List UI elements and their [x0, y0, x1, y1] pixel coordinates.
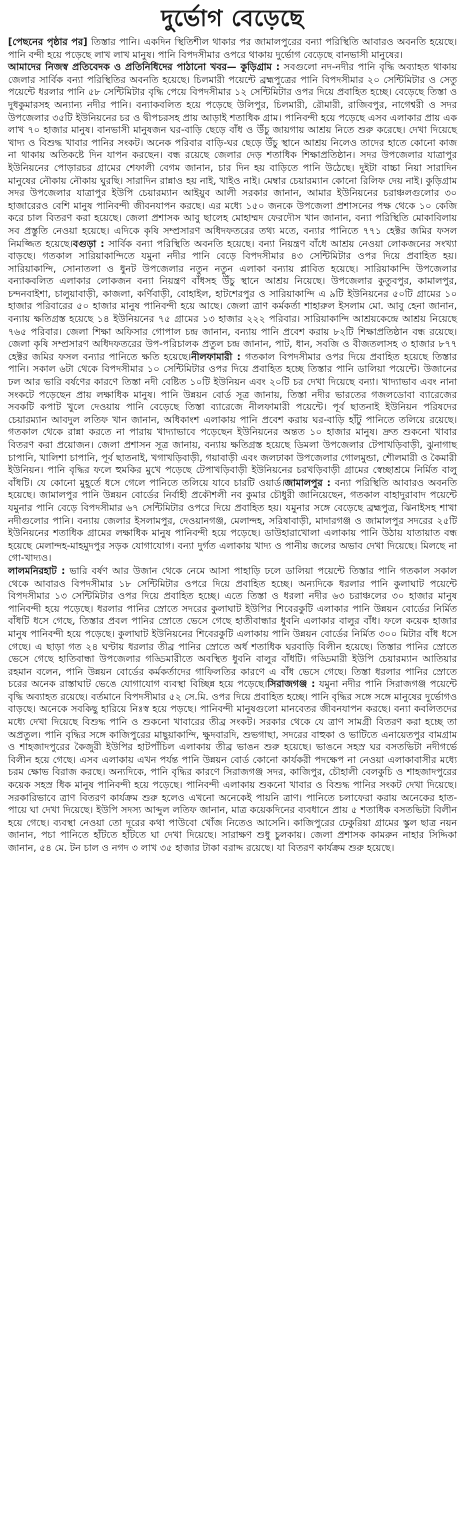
- article-body: [8, 37, 457, 856]
- dateline-bogura: বগুড়া :: [72, 238, 105, 250]
- dateline-kurigram: আমাদের নিজস্ব প্রতিবেদক ও প্রতিনিধিদের পাঠানো খবর— কুড়িগ্রাম :: [8, 62, 280, 74]
- news-article: [8, 0, 457, 856]
- intro-paragraph: [8, 37, 457, 62]
- section-text: যমুনা নদীর পানি সিরাজগঞ্জ পয়েন্টে বৃদ্ধি অব্যাহত রয়েছে। বর্তমানে বিপদসীমার ৫২ সে.মি. ওপর দিয়ে প্রবাহিত হচ্ছে। পানি বৃদ্ধির সঙ্গে সঙ্গে মানুষের দুর্ভোগও বাড়ছে। অনেকে সবকিছু হারিয়ে নিঃস্ব হয়ে পড়ছে। পানিবন্দী মানুষগুলো মানবেতর জীবনযাপন করছে। বন্যা কবলিতদের মধ্যে দেখা দিয়েছে বিশুদ্ধ পানি ও শুকনো খাবারের তীব্র সংকট। সরকার থেকে যে ত্রাণ সামগ্রী বিতরণ করা হচ্ছে তা অপ্রতুল। পানি বৃদ্ধির সঙ্গে কাজিপুরের মাছুয়াকান্দি, ক্ষুদবারদি, শুভগাছা, সদরের বাহুকা ও ভাটিতে এনায়েতপুর বামগ্রাম ও শাহজাদপুরের কৈজুরী ইউপির হাটপাঁচিল এলাকায় তীব্র ভাঙন শুরু হয়েছে। ভাঙনে সহস্র ঘর বসতভিটা নদীগর্ভে বিলীন হয়ে গেছে। এসব এলাকায় এখন পর্যন্ত পানি উন্নয়ন বোর্ড কোনো কার্যকরী পদক্ষেপ না নেওয়া এলাকাবাসীর মধ্যে চরম ক্ষোভ বিরাজ করছে। অন্যদিকে, পানি বৃদ্ধির কারণে সিরাজগঞ্জ সদর, কাজিপুর, চৌহালী বেলকুচি ও শাহজাদপুরের কয়েক সহস্র ধিক মানুষ পানিবন্দী হয়ে পড়েছে। পানিবন্দী এলাকায় শুকনো খাবার ও বিশুদ্ধ পানির সংকট দেখা দিয়েছে। সরকারিভাবে ত্রাণ বিতরণ কার্যক্রম শুরু হলেও এখনো অনেকেই পায়নি ত্রাণ। পানিতে চলাফেরা করায় অনেকের হাত-পায়ে ঘা দেখা দিয়েছে। ইউপি সদস্য আব্দুল লতিফ জানান, মাত্র কয়েকদিনের ব্যবধানে প্রায় ৫ শতাধিক বসতভিটা বিলীন হয়ে গেছে। ব্যবস্থা নেওয়া তো দূরের কথা পাউবো খোঁজ নিতেও আসেনি। কাজিপুরের ঢেকুরিয়া গ্রামের স্কুল ছাত্র নয়ন জানান, পচা পানিতে হাঁটতে হাঁটতে ঘা দেখা দিয়েছে। সারাক্ষণ শুধু চুলকায়। জেলা প্রশাসক কামরুন নাহার সিদ্দিকা জানান, ৫৪ মে. টন চাল ও নগদ ৩ লাখ ৩৫ হাজার টাকা বরাদ্দ রয়েছে। যা বিতরণ কার্যক্রম শুরু হয়েছে।: [8, 679, 457, 854]
- section-text: ভারি বর্ষণ আর উজান থেকে নেমে আসা পাহাড়ি ঢলে ডালিয়া পয়েন্টে তিস্তার পানি গতকাল সকাল থেকে আবারও বিপদসীমার ১৮ সেন্টিমিটার ওপরে দিয়ে প্রবাহিত হচ্ছে। অন্যদিকে ধরলার পানি কুলাঘাট পয়েন্টে বিপদসীমার ১৩ সেন্টিমিটার ওপর দিয়ে প্রবাহিত হচ্ছে। এতে তিস্তা ও ধরলা নদীর ৬৩ চরাঞ্চলের ৩০ হাজার মানুষ পানিবন্দী হয়ে পড়েছে। ধরলার পানির স্রোতে সদরের কুলাঘাট ইউপির শিবেরকুটি এলাকার পানি উন্নয়ন বোর্ডের নির্মিত বাঁধটি ধসে গেছে, তিস্তার প্রবল পানির স্রোতে ভেসে গেছে হাতীবান্ধার ধুবনি এলাকার বালুর বাঁধ। ফলে কয়েক হাজার মানুষ পানিবন্দী হয়ে পড়েছে। কুলাঘাট ইউনিয়নের শিবেরকুটি এলাকায় পানি উন্নয়ন বোর্ডের নির্মিত ৩০০ মিটার বাঁধ ধসে গেছে। এ ছাড়া গত ২৪ ঘণ্টায় ধরলার তীব্র পানির স্রোতে অর্ধ শতাধিক ঘরবাড়ি বিলীন হয়েছে। তিস্তার পানির স্রোতে ভেসে গেছে হাতিবান্ধা উপজেলার গড্ডিমারীতে অবস্থিত ধুবনি বালুর বাঁধটি। গড্ডিমারী ইউপি চেয়ারম্যান আতিয়ার রহমান বলেন, পানি উন্নয়ন বোর্ডের কর্মকর্তাদের গাফিলতির কারণে এ বাঁধ ভেসে গেছে। তিস্তা ধরলার পানির স্রোতে চরের অনেক রাস্তাঘাট ভেঙে যোগাযোগ ব্যবস্থা বিচ্ছিন্ন হয়ে পড়েছে।: [8, 565, 457, 691]
- dateline-sirajganj: সিরাজগঞ্জ :: [267, 679, 316, 691]
- dateline-jamalpur: জামালপুর :: [284, 477, 331, 489]
- dateline-nilphamari: নীলফামারী :: [191, 351, 241, 363]
- dateline-lalmonirhat: লালমনিরহাট :: [8, 565, 66, 577]
- intro-text: তিস্তার পানি। একদিন স্থিতিশীল থাকার পর জামালপুরের বন্যা পরিস্থিতি আবারও অবনতি হয়েছে। পানি বন্দী হয়ে পড়েছে লাখ লাখ মানুষ। পানি বিপদসীমার ওপরে থাকায় দুর্ভোগ বেড়েছে বানভাসী মানুষের।: [8, 37, 457, 61]
- article-headline: দুর্ভোগ বেড়েছে: [161, 5, 304, 32]
- section-text: সবগুলো নদ-নদীর পানি বৃদ্ধি অব্যাহত থাকায় জেলার সার্বিক বন্যা পরিস্থিতির অবনতি হয়েছে। চিলমারী পয়েন্টে ব্রহ্মপুত্রের পানি বিপদসীমার ২০ সেন্টিমিটার ও সেতু পয়েন্টে ধরলার পানি ৫৮ সেন্টিমিটার বৃদ্ধি পেয়ে বিপদসীমার ১২ সেন্টিমিটার ওপর দিয়ে প্রবাহিত হচ্ছে। বেড়েছে তিস্তা ও দুধকুমারসহ অন্যান্য নদীর পানি। বন্যাকবলিত হয়ে পড়েছে উলিপুর, চিলমারী, রৌমারী, রাজিবপুর, নাগেশ্বরী ও সদর উপজেলার ৩৫টি ইউনিয়নের চর ও দ্বীপচরসহ প্রায় আড়াই শতাধিক গ্রাম। পানিবন্দী হয়ে পড়েছে এসব এলাকার প্রায় এক লাখ ৭০ হাজার মানুষ। বানভাসী মানুষজন ঘর-বাড়ি ছেড়ে বাঁধ ও উঁচু জায়গায় আশ্রয় নিতে শুরু করেছে। দেখা দিয়েছে খাদ্য ও বিশুদ্ধ খাবার পানির সংকট। অনেক পরিবার বাড়ি-ঘর ছেড়ে উঁচু স্থানে আশ্রয় নিলেও তাদের হাতে কোনো কাজ না থাকায় অতিকষ্টে দিন যাপন করছেন। বন্ধ রয়েছে জেলার দেড় শতাধিক শিক্ষাপ্রতিষ্ঠান। সদর উপজেলার যাত্রাপুর ইউনিয়নের পোড়ারচর গ্রামের শেফালী বেগম জানান, চার দিন হয় বাড়িতে পানি উঠেছে। দুইটা বাচ্চা নিয়া সারাদিন মানুষের নৌকায় নৌকায় ঘুরছি। সারাদিন রান্নাও হয় নাই, খাইও নাই। মেম্বার চেয়ারম্যান কোনো রিলিফ দেয় নাই। কুড়িগ্রাম সদর উপজেলার যাত্রাপুর ইউপি চেয়ারম্যান আইয়ুব আলী সরকার জানান, আমার ইউনিয়নের চরাঞ্চলগুলোর ৩০ হাজারেরও বেশি মানুষ পানিবন্দী জীবনযাপন করছে। এর মধ্যে ১৫০ জনকে উপজেলা প্রশাসনের পক্ষ থেকে ১০ কেজি করে চাল বিতরণ করা হয়েছে। জেলা প্রশাসক আবু ছালেহ মোহাম্মদ ফেরদৌস খান জানান, বন্যা পরিস্থিতি মোকাবিলায় সব প্রস্তুতি নেওয়া হয়েছে। এদিকে কৃষি সম্প্রসারণ অধিদফতরের তথ্য মতে, বন্যার পানিতে ৭৭১ হেক্টর জমির ফসল নিমজ্জিত হয়েছে।: [8, 62, 457, 250]
- section-lalmonirhat: [8, 566, 457, 856]
- section-text: সার্বিক বন্যা পরিস্থিতি অবনতি হয়েছে। বন্যা নিয়ন্ত্রণ বাঁধে আশ্রয় নেওয়া লোকজনের সংখ্যা বাড়ছে। গতকাল সারিয়াকান্দিতে যমুনা নদীর পানি বেড়ে বিপদসীমার ৪৩ সেন্টিমিটার ওপর দিয়ে প্রবাহিত হয়। সারিয়াকান্দি, সোনাতলা ও ধুনট উপজেলার নতুন নতুন এলাকা বন্যায় প্লাবিত হয়েছে। সারিয়াকান্দি উপজেলার বন্যাকবলিত এলাকার লোকজন বন্যা নিয়ন্ত্রণ বাঁধসহ উঁচু স্থানে আশ্রয় নিয়েছে। উপজেলার কুতুবপুর, কামালপুর, চন্দনবাইশা, চালুয়াবাড়ী, কাজলা, কর্ণিবাড়ী, বোহাইল, হাটশেরপুর ও সারিয়াকান্দি এ ৯টি ইউনিয়নের ৫০টি গ্রামের ১০ হাজার পরিবারের ৫০ হাজার মানুষ পানিবন্দী হয়ে আছে। জেলা ত্রাণ কর্মকর্তা শাহারুল ইসলাম মো. আবু হেনা জানান, বন্যায় ক্ষতিগ্রস্ত হয়েছে ১৪ ইউনিয়নের ৭৫ গ্রামের ১৩ হাজার ২২২ পরিবার। সারিয়াকান্দি আশ্রয়কেন্দ্রে আশ্রয় নিয়েছে ৭৬৫ পরিবার। জেলা শিক্ষা অফিসার গোপাল চন্দ্র জানান, বন্যায় পানি প্রবেশ করায় ৮২টি শিক্ষাপ্রতিষ্ঠান বন্ধ রয়েছে। জেলা কৃষি সম্প্রসারণ অধিদফতরের উপ-পরিচালক প্রতুল চন্দ্র জানান, পাট, ধান, সবজি ও বীজতলাসহ ৩ হাজার ৮৭৭ হেক্টর জমির ফসল বন্যার পানিতে ক্ষতি হয়েছে।: [8, 238, 457, 363]
- section-text: গতকাল বিপদসীমার ওপর দিয়ে প্রবাহিত হয়েছে তিস্তার পানি। সকাল ৬টা থেকে বিপদসীমার ১০ সেন্টিমিটার ওপর দিয়ে প্রবাহিত হচ্ছে তিস্তার পানি ডালিয়া পয়েন্টে। উজানের ঢল আর ভারি বর্ষণের কারণে তিস্তা নদী বেষ্টিত ১০টি ইউনিয়ন এবং ২০টি চর দেখা দিয়েছে বন্যা। খাদ্যাভাব এবং নানা সংকটে পড়েছেন প্রায় লক্ষাধিক মানুষ। পানি উন্নয়ন বোর্ড সূত্র জানায়, তিস্তা নদীর ভারতের গজলডোবা ব্যারেজের সবকটি কপাট খুলে দেওয়ায় পানি বেড়েছে তিস্তা ব্যারেজে নীলফামারী পয়েন্টে। পূর্ব ছাতনাই ইউনিয়ন পরিষদের চেয়ারম্যান আবদুল লতিফ খান জানান, অধিকাংশ এলাকায় পানি প্রবেশ করায় ঘর-বাড়ি হাঁটু পানিতে তলিয়ে রয়েছে। গতকাল থেকে রান্না করতে না পারায় খাদ্যাভাবে পড়েছেন ইউনিয়নের অন্তত ১০ হাজার মানুষ। দ্রুত শুকনো খাবার বিতরণ করা প্রয়োজন। জেলা প্রশাসন সূত্র জানায়, বন্যায় ক্ষতিগ্রস্ত হয়েছে ডিমলা উপজেলার টেপাখড়িবাড়ী, ঝুনাগাছ চাপানি, খালিশা চাপানি, পূর্ব ছাতনাই, খগাখড়িবাড়ী, গয়াবাড়ী এবং জলঢাকা উপজেলার গোলমুন্ডা, শৌলমারী ও কৈমারী ইউনিয়ন। পানি বৃদ্ধির ফলে হুমকির মুখে পড়েছে টেপাখড়িবাড়ী ইউনিয়নের চরখড়িবাড়ী গ্রামের স্বেচ্ছাশ্রমে নির্মিত বালু বাঁধটি। যে কোনো মুহূর্তে ধসে গেলে পানিতে তলিয়ে যাবে চারটি ওয়ার্ড।: [8, 351, 457, 489]
- continuation-marker: [পেছনের পৃষ্ঠার পর]: [8, 37, 88, 48]
- section-text: বন্যা পরিস্থিতি আবারও অবনতি হয়েছে। জামালপুর পানি উন্নয়ন বোর্ডের নির্বাহী প্রকৌশলী নব কুমার চৌধুরী জানিয়েছেন, গতকাল বাহাদুরাবাদ পয়েন্টে যমুনার পানি বেড়ে বিপদসীমার ৬৭ সেন্টিমিটার ওপরে দিয়ে প্রবাহিত হয়। যমুনার সঙ্গে বেড়েছে ব্রহ্মপুত্র, ঝিনাইসহ শাখা নদীগুলোর পানি। বন্যায় জেলার ইসলামপুর, দেওয়ানগঞ্জ, মেলান্দহ, সরিষাবাড়ী, মাদারগঞ্জ ও জামালপুর সদরের ২৫টি ইউনিয়নের শতাধিক গ্রামের লক্ষাধিক মানুষ পানিবন্দী হয়ে পড়েছে। ডাউহারাখোলা এলাকায় পানি উঠায় যাতায়াত বন্ধ হয়েছে মেলান্দহ-মাহমুদপুর সড়ক যোগাযোগ। বন্যা দুর্গত এলাকায় খাদ্য ও পানীয় জলের অভাব দেখা দিয়েছে। মিলছে না গো-খাদ্যও।: [8, 477, 457, 565]
- section-kurigram: [8, 62, 457, 566]
